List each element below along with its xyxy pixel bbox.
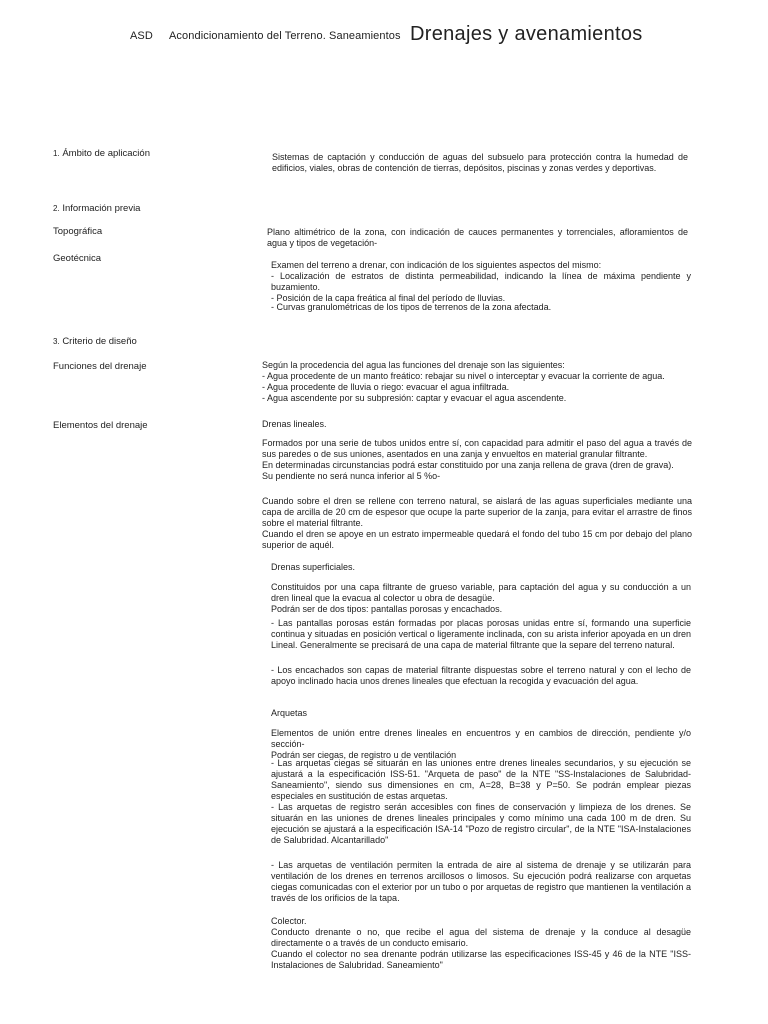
- topografica-label: Topográfica: [53, 226, 103, 237]
- paragraph: Conducto drenante o no, que recibe el agua del sistema de drenaje y la conduce al desagüe directamente o a través de un conducto emisario.: [271, 927, 691, 948]
- paragraph: - Las arquetas de registro serán accesibles con fines de conservación y limpieza de los drenes. Se situarán en las uniones de drenes lineales principales y como mínimo una cada 100 m de dren. Su ejecución se ajustará a la especificación ISA-14 "Pozo de registro circular", de la NTE "ISA-Instalaciones de Salubridad. Alcantarillado": [271, 802, 691, 845]
- section-number: 3.: [53, 337, 60, 346]
- text-line: Examen del terreno a drenar, con indicación de los siguientes aspectos del mismo:: [271, 260, 602, 270]
- arquetas-title: Arquetas: [271, 708, 308, 718]
- section-title: Ámbito de aplicación: [62, 148, 150, 159]
- colector-block: [271, 916, 691, 971]
- section-1-text: Sistemas de captación y conducción de aguas del subsuelo para protección contra la humedad de edificios, viales, obras de contención de tierras, depósitos, piscinas y zonas verdes y deportivas.: [272, 152, 688, 173]
- arquetas-p3: - Las arquetas de ventilación permiten la entrada de aire al sistema de drenaje y se utilizarán para ventilación de los drenes en terrenos arcillosos o limosos. Su ejecución podrá realizarse con arquetas ciegas comunicadas con el exterior por un tubo o por arquetas de registro que mantienen la ventilación a través de los orificios de la tapa.: [271, 860, 691, 903]
- geotecnica-label: Geotécnica: [53, 253, 102, 264]
- section-1-heading: [53, 148, 150, 159]
- paragraph: Cuando el dren se apoye en un estrato impermeable quedará el fondo del tubo 15 cm por debajo del plano superior de aquél.: [262, 529, 692, 550]
- section-2-heading: [53, 203, 140, 214]
- text-line: - Agua ascendente por su subpresión: captar y evacuar el agua ascendente.: [262, 393, 567, 403]
- arquetas-p1: [271, 728, 691, 761]
- paragraph: Podrán ser de dos tipos: pantallas porosas y encachados.: [271, 604, 503, 614]
- section-title: Criterio de diseño: [62, 336, 137, 347]
- paragraph: Podrán ser ciegas, de registro u de ventilación: [271, 750, 457, 760]
- document-category: Acondicionamiento del Terreno. Saneamientos: [169, 30, 401, 42]
- document-code: ASD: [130, 30, 153, 42]
- section-number: 1.: [53, 149, 60, 158]
- section-3-heading: [53, 336, 137, 347]
- paragraph: Formados por una serie de tubos unidos entre sí, con capacidad para admitir el paso del agua a través de sus paredes o de sus uniones, asentados en una zanja y envueltos en material granular filtrante.: [262, 438, 692, 459]
- drenas-superficiales-p1: [271, 582, 691, 615]
- paragraph: - Las arquetas ciegas se situarán en las uniones entre drenes lineales secundarios, y su ejecución se ajustará a la especificación ISS-51. "Arqueta de paso" de la NTE "SS-Instalaciones de Salubridad-Saneamiento", siendo sus dimensiones en cm, A=28, B=38 y P=50. Se podrán emplear piezas especiales en sustitución de estas arquetas.: [271, 758, 691, 801]
- text-line: - Posición de la capa freática al final del período de lluvias.: [271, 293, 506, 303]
- elementos-label: Elementos del drenaje: [53, 420, 148, 431]
- text-line: - Agua procedente de lluvia o riego: evacuar el agua infiltrada.: [262, 382, 510, 392]
- drenas-lineales-title: Drenas lineales.: [262, 419, 327, 429]
- geotecnica-text: [271, 260, 691, 304]
- paragraph: Elementos de unión entre drenes lineales en encuentros y en cambios de dirección, pendiente y/o sección-: [271, 728, 691, 749]
- arquetas-p2: [271, 758, 691, 846]
- drenas-lineales-p1: [262, 438, 692, 482]
- funciones-label: Funciones del drenaje: [53, 361, 147, 372]
- colector-title: Colector.: [271, 916, 307, 926]
- paragraph: Su pendiente no será nunca inferior al 5 %o-: [262, 471, 441, 481]
- drenas-lineales-p2: [262, 496, 692, 551]
- topografica-text: Plano altimétrico de la zona, con indicación de cauces permanentes y torrenciales, afloramientos de agua y tipos de vegetación-: [267, 227, 688, 248]
- section-number: 2.: [53, 204, 60, 213]
- document-title: Drenajes y avenamientos: [410, 23, 643, 45]
- paragraph: Cuando el colector no sea drenante podrán utilizarse las especificaciones ISS-45 y 46 de la NTE "ISS-Instalaciones de Salubridad. Saneamiento": [271, 949, 691, 970]
- section-title: Información previa: [62, 203, 141, 214]
- text-line: - Localización de estratos de distinta permeabilidad, indicando la línea de máxima pendiente y buzamiento.: [271, 271, 691, 292]
- text-line: - Agua procedente de un manto freático: rebajar su nivel o interceptar y evacuar la corriente de agua.: [262, 371, 665, 381]
- geotecnica-curvas: - Curvas granulométricas de los tipos de terrenos de la zona afectada.: [271, 302, 552, 312]
- paragraph: Constituidos por una capa filtrante de grueso variable, para captación del agua y su conducción a un dren lineal que la evacua al colector u obra de desagüe.: [271, 582, 691, 603]
- text-line: Según la procedencia del agua las funciones del drenaje son las siguientes:: [262, 360, 565, 370]
- drenas-superficiales-p3: - Los encachados son capas de material filtrante dispuestas sobre el terreno natural y con el lecho de apoyo inclinado hacia unos drenes lineales que efectuan la recogida y evacuación del agua.: [271, 665, 691, 686]
- drenas-superficiales-p2: - Las pantallas porosas están formadas por placas porosas unidas entre sí, formando una superficie continua y situadas en posición vertical o ligeramente inclinada, con su arista inferior apoyada en un dren Lineal. Generalmente se precisará de una capa de material filtrante que la separe del terreno natural.: [271, 618, 691, 650]
- paragraph: Cuando sobre el dren se rellene con terreno natural, se aislará de las aguas superficiales mediante una capa de arcilla de 20 cm de espesor que ocupe la parte superior de la zanja, para evitar el arrastre de finos sobre el material filtrante.: [262, 496, 692, 528]
- paragraph: En determinadas circunstancias podrá estar constituido por una zanja rellena de grava (dren de grava).: [262, 460, 674, 470]
- drenas-superficiales-title: Drenas superficiales.: [271, 562, 356, 572]
- funciones-text: [262, 360, 692, 404]
